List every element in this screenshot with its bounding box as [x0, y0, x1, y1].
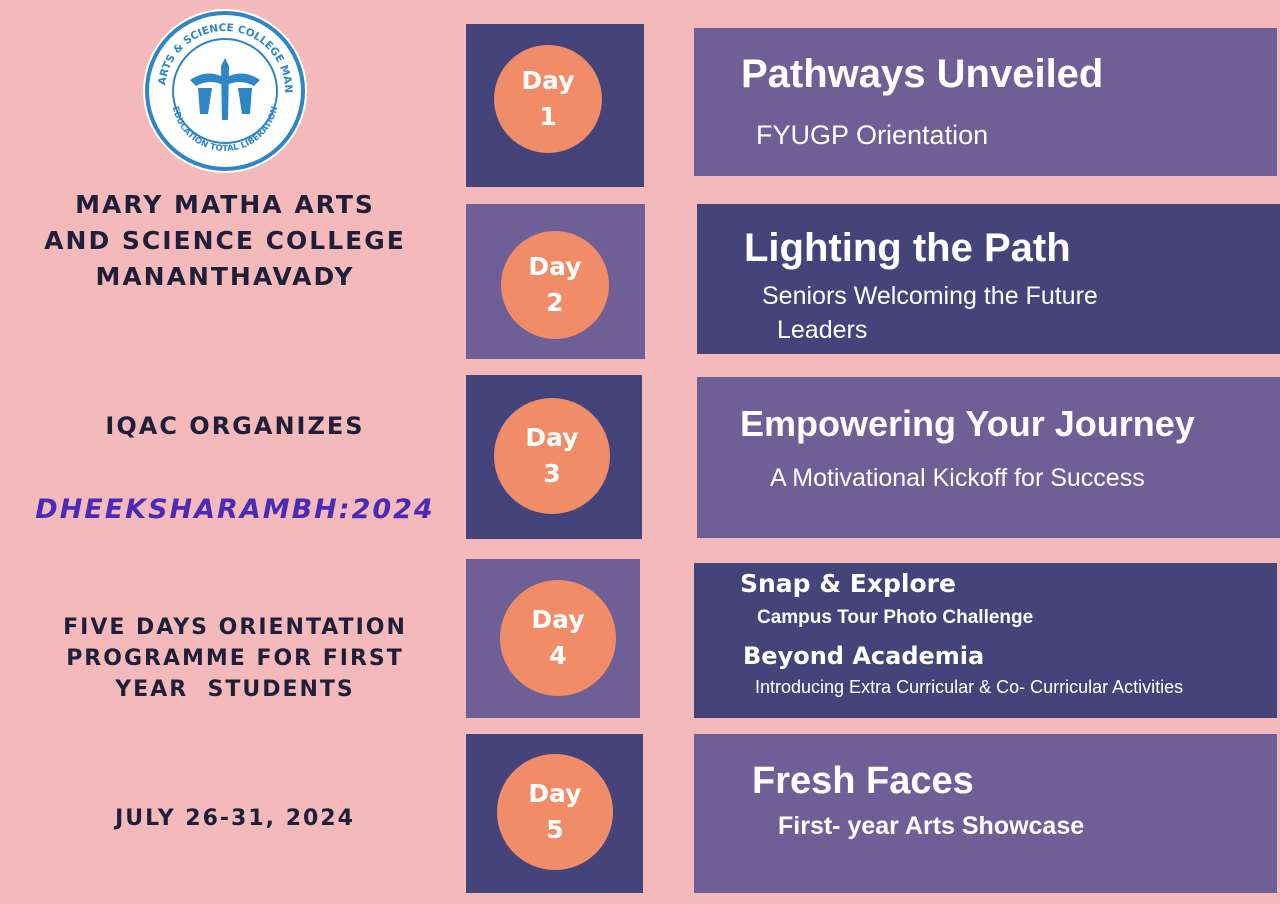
programme-line1: FIVE DAYS ORIENTATION	[63, 615, 407, 640]
college-name-line2: AND SCIENCE COLLEGE	[44, 226, 406, 255]
day-4-badge	[500, 580, 616, 696]
day-2-panel	[697, 204, 1280, 354]
college-name-line1: MARY MATHA ARTS	[75, 190, 375, 219]
day-3-subtitle: A Motivational Kickoff for Success	[770, 464, 1145, 492]
day-3-number: 3	[543, 459, 561, 488]
day-4-title-2: Beyond Academia	[743, 642, 985, 670]
college-name-line3: MANANTHAVADY	[95, 262, 355, 291]
day-4-subtitle-1: Campus Tour Photo Challenge	[757, 607, 1034, 628]
college-logo	[142, 8, 308, 174]
day-5-title: Fresh Faces	[752, 760, 974, 802]
day-2-badge	[501, 231, 609, 339]
day-4-subtitle-2: Introducing Extra Curricular & Co- Curricular Activities	[755, 677, 1184, 697]
day-1-label: Day	[521, 66, 575, 95]
day-2-label: Day	[528, 252, 582, 281]
day-5-panel	[694, 734, 1277, 893]
day-2-number: 2	[546, 288, 564, 317]
day-4-label: Day	[531, 605, 585, 634]
day-2-subtitle-line2: Leaders	[777, 316, 868, 344]
day-5-number: 5	[546, 815, 564, 844]
day-1-title: Pathways Unveiled	[741, 52, 1104, 96]
day-1-subtitle: FYUGP Orientation	[756, 120, 989, 150]
day-2-title: Lighting the Path	[744, 226, 1071, 270]
day-4-panel	[694, 563, 1277, 718]
day-3-title: Empowering Your Journey	[740, 403, 1195, 444]
organizer-text: IQAC ORGANIZES	[105, 412, 365, 440]
event-dates: JULY 26-31, 2024	[115, 806, 355, 831]
day-5-subtitle: First- year Arts Showcase	[778, 812, 1085, 840]
event-name: DHEEKSHARAMBH:2024	[35, 494, 435, 525]
day-1-panel	[694, 28, 1277, 176]
logo-motto: EDUCATION TOTAL LIBERATION	[169, 105, 281, 155]
day-1-number: 1	[539, 102, 557, 131]
logo-ring-text: ARTS & SCIENCE COLLEGE MAN	[156, 21, 295, 94]
college-name	[10, 187, 440, 295]
programme-line2: PROGRAMME FOR FIRST	[66, 646, 404, 671]
day-4-number: 4	[549, 641, 567, 670]
day-5-label: Day	[528, 779, 582, 808]
programme-description	[10, 612, 460, 705]
programme-line3: YEAR STUDENTS	[115, 677, 355, 702]
day-3-label: Day	[525, 423, 579, 452]
day-5-badge	[497, 754, 613, 870]
day-1-badge	[494, 45, 602, 153]
day-4-title-1: Snap & Explore	[740, 569, 956, 598]
day-3-badge	[494, 398, 610, 514]
day-2-subtitle-line1: Seniors Welcoming the Future	[762, 282, 1098, 310]
day-3-panel	[697, 377, 1280, 538]
